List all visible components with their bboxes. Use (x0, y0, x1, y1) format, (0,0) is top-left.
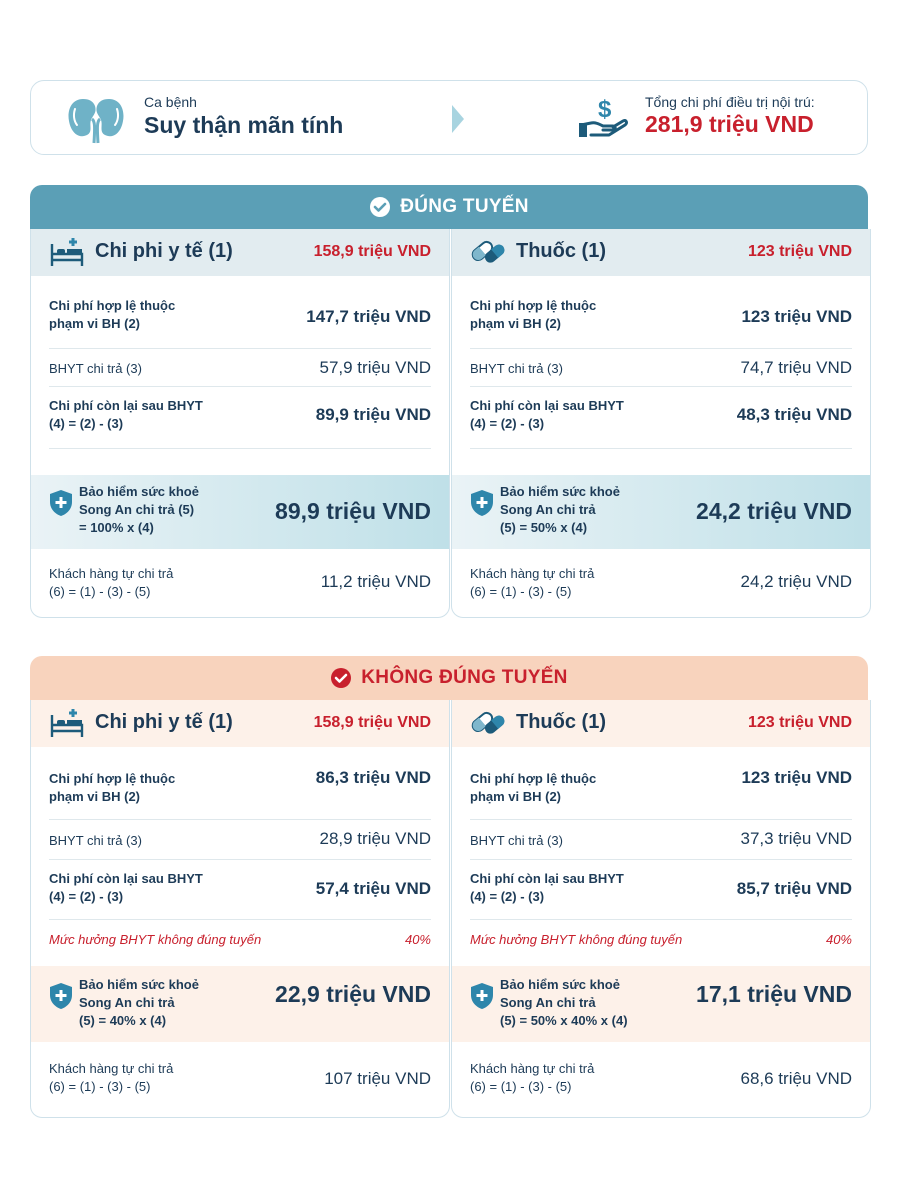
row-label: Chi phí hợp lệ thuộc (49, 298, 176, 313)
row-value: 57,9 triệu VND (319, 358, 431, 377)
row-label: BHYT chi trả (3) (470, 833, 563, 848)
shield-plus-icon (470, 982, 494, 1010)
insurance-label: Bảo hiểm sức khoẻ (79, 977, 199, 992)
column-title: Thuốc (1) (516, 711, 606, 733)
self-pay-label: (6) = (1) - (3) - (5) (49, 584, 151, 599)
row-value: 89,9 triệu VND (315, 405, 431, 424)
section-title: ĐÚNG TUYẾN (400, 196, 529, 217)
column-header (452, 229, 870, 276)
note-label: Mức hưởng BHYT không đúng tuyến (470, 932, 683, 947)
self-pay-value: 24,2 triệu VND (740, 572, 852, 591)
self-pay-label: (6) = (1) - (3) - (5) (49, 1079, 151, 1094)
row-label: Chi phí còn lại sau BHYT (470, 871, 624, 886)
row-value: 37,3 triệu VND (740, 829, 852, 848)
row-value: 48,3 triệu VND (736, 405, 852, 424)
insurance-label: Bảo hiểm sức khoẻ (500, 977, 620, 992)
self-pay-label: Khách hàng tự chi trả (49, 566, 174, 581)
note-value: 40% (825, 932, 852, 947)
section-header (30, 185, 868, 229)
row-bhyt-paid (49, 820, 431, 860)
row-value: 147,7 triệu VND (306, 307, 431, 326)
row-label: phạm vi BH (2) (49, 316, 141, 331)
row-value: 74,7 triệu VND (740, 358, 852, 377)
check-circle-icon (369, 196, 391, 218)
section-khong-dung-tuyen (30, 656, 868, 1118)
self-pay-row (470, 1060, 852, 1100)
note-value: 40% (404, 932, 431, 947)
column-header (452, 700, 870, 747)
row-covered-cost (49, 295, 431, 349)
case-label: Ca bệnh (144, 94, 197, 110)
kidney-icon (65, 95, 127, 145)
row-value: 123 triệu VND (741, 768, 852, 787)
row-label: Chi phí còn lại sau BHYT (49, 398, 203, 413)
song-an-insurance-row (31, 966, 449, 1042)
row-covered-cost (49, 766, 431, 820)
insurance-label: Bảo hiểm sức khoẻ (79, 484, 199, 499)
column-drug-cost (451, 700, 871, 1118)
shield-plus-icon (49, 489, 73, 517)
row-label: BHYT chi trả (3) (49, 361, 142, 376)
insurance-label: (5) = 50% x (4) (500, 520, 588, 535)
row-label: Chi phí còn lại sau BHYT (49, 871, 203, 886)
hospital-bed-icon (49, 236, 85, 268)
column-medical-cost (30, 229, 450, 618)
self-pay-label: Khách hàng tự chi trả (470, 1061, 595, 1076)
column-amount: 123 triệu VND (747, 243, 852, 260)
row-label: phạm vi BH (2) (49, 789, 141, 804)
row-value: 28,9 triệu VND (319, 829, 431, 848)
insurance-label: (5) = 50% x 40% x (4) (500, 1013, 628, 1028)
column-title: Chi phi y tế (1) (95, 240, 233, 262)
insurance-label: Bảo hiểm sức khoẻ (500, 484, 620, 499)
row-value: 86,3 triệu VND (315, 768, 431, 787)
column-medical-cost (30, 700, 450, 1118)
self-pay-value: 68,6 triệu VND (740, 1069, 852, 1088)
self-pay-label: Khách hàng tự chi trả (49, 1061, 174, 1076)
row-bhyt-paid (470, 349, 852, 387)
self-pay-label: (6) = (1) - (3) - (5) (470, 1079, 572, 1094)
pill-icon (470, 236, 506, 268)
column-amount: 158,9 triệu VND (313, 243, 431, 260)
section-dung-tuyen (30, 185, 868, 618)
check-circle-icon (330, 667, 352, 689)
case-summary-card (30, 80, 868, 155)
column-amount: 158,9 triệu VND (313, 714, 431, 731)
column-header (31, 229, 449, 276)
column-amount: 123 triệu VND (747, 714, 852, 731)
self-pay-row (49, 1060, 431, 1100)
song-an-insurance-row (31, 475, 449, 549)
shield-plus-icon (470, 489, 494, 517)
arrow-right-icon (450, 103, 466, 135)
row-label: Chi phí hợp lệ thuộc (49, 771, 176, 786)
self-pay-value: 11,2 triệu VND (320, 572, 431, 591)
bhyt-rate-note (470, 932, 852, 947)
row-value: 57,4 triệu VND (315, 879, 431, 898)
self-pay-label: Khách hàng tự chi trả (470, 566, 595, 581)
self-pay-label: (6) = (1) - (3) - (5) (470, 584, 572, 599)
song-an-insurance-row (452, 966, 870, 1042)
insurance-label: Song An chi trả (5) (79, 502, 195, 517)
column-header (31, 700, 449, 747)
row-remaining-cost (49, 387, 431, 449)
row-label: (4) = (2) - (3) (49, 889, 124, 904)
row-remaining-cost (49, 860, 431, 920)
shield-plus-icon (49, 982, 73, 1010)
insurance-value: 24,2 triệu VND (696, 498, 852, 524)
row-label: BHYT chi trả (3) (470, 361, 563, 376)
self-pay-row (470, 565, 852, 605)
insurance-label: Song An chi trả (79, 995, 175, 1010)
insurance-value: 22,9 triệu VND (275, 981, 431, 1007)
total-cost-value: 281,9 triệu VND (645, 111, 814, 137)
song-an-insurance-row (452, 475, 870, 549)
insurance-label: (5) = 40% x (4) (79, 1013, 167, 1028)
row-label: Chi phí hợp lệ thuộc (470, 771, 597, 786)
row-bhyt-paid (49, 349, 431, 387)
svg-text:$: $ (598, 96, 612, 123)
bhyt-rate-note (49, 932, 431, 947)
row-label: phạm vi BH (2) (470, 789, 562, 804)
row-label: (4) = (2) - (3) (470, 889, 545, 904)
money-hand-icon (579, 93, 631, 141)
row-covered-cost (470, 295, 852, 349)
insurance-value: 17,1 triệu VND (696, 981, 852, 1007)
row-remaining-cost (470, 860, 852, 920)
insurance-label: = 100% x (4) (79, 520, 154, 535)
column-title: Chi phi y tế (1) (95, 711, 233, 733)
section-title: KHÔNG ĐÚNG TUYẾN (361, 667, 568, 688)
row-label: Chi phí hợp lệ thuộc (470, 298, 597, 313)
hospital-bed-icon (49, 707, 85, 739)
row-label: (4) = (2) - (3) (470, 416, 545, 431)
pill-icon (470, 707, 506, 739)
self-pay-value: 107 triệu VND (324, 1069, 431, 1088)
row-label: phạm vi BH (2) (470, 316, 562, 331)
row-bhyt-paid (470, 820, 852, 860)
section-header (30, 656, 868, 700)
self-pay-row (49, 565, 431, 605)
insurance-label: Song An chi trả (500, 502, 596, 517)
row-label: BHYT chi trả (3) (49, 833, 142, 848)
total-cost-label: Tổng chi phí điều trị nội trú: (645, 94, 815, 110)
column-title: Thuốc (1) (516, 240, 606, 262)
case-name: Suy thận mãn tính (144, 112, 344, 138)
column-drug-cost (451, 229, 871, 618)
row-value: 85,7 triệu VND (736, 879, 852, 898)
row-label: Chi phí còn lại sau BHYT (470, 398, 624, 413)
row-label: (4) = (2) - (3) (49, 416, 124, 431)
row-remaining-cost (470, 387, 852, 449)
note-label: Mức hưởng BHYT không đúng tuyến (49, 932, 262, 947)
insurance-label: Song An chi trả (500, 995, 596, 1010)
row-covered-cost (470, 766, 852, 820)
row-value: 123 triệu VND (741, 307, 852, 326)
insurance-value: 89,9 triệu VND (275, 498, 431, 524)
